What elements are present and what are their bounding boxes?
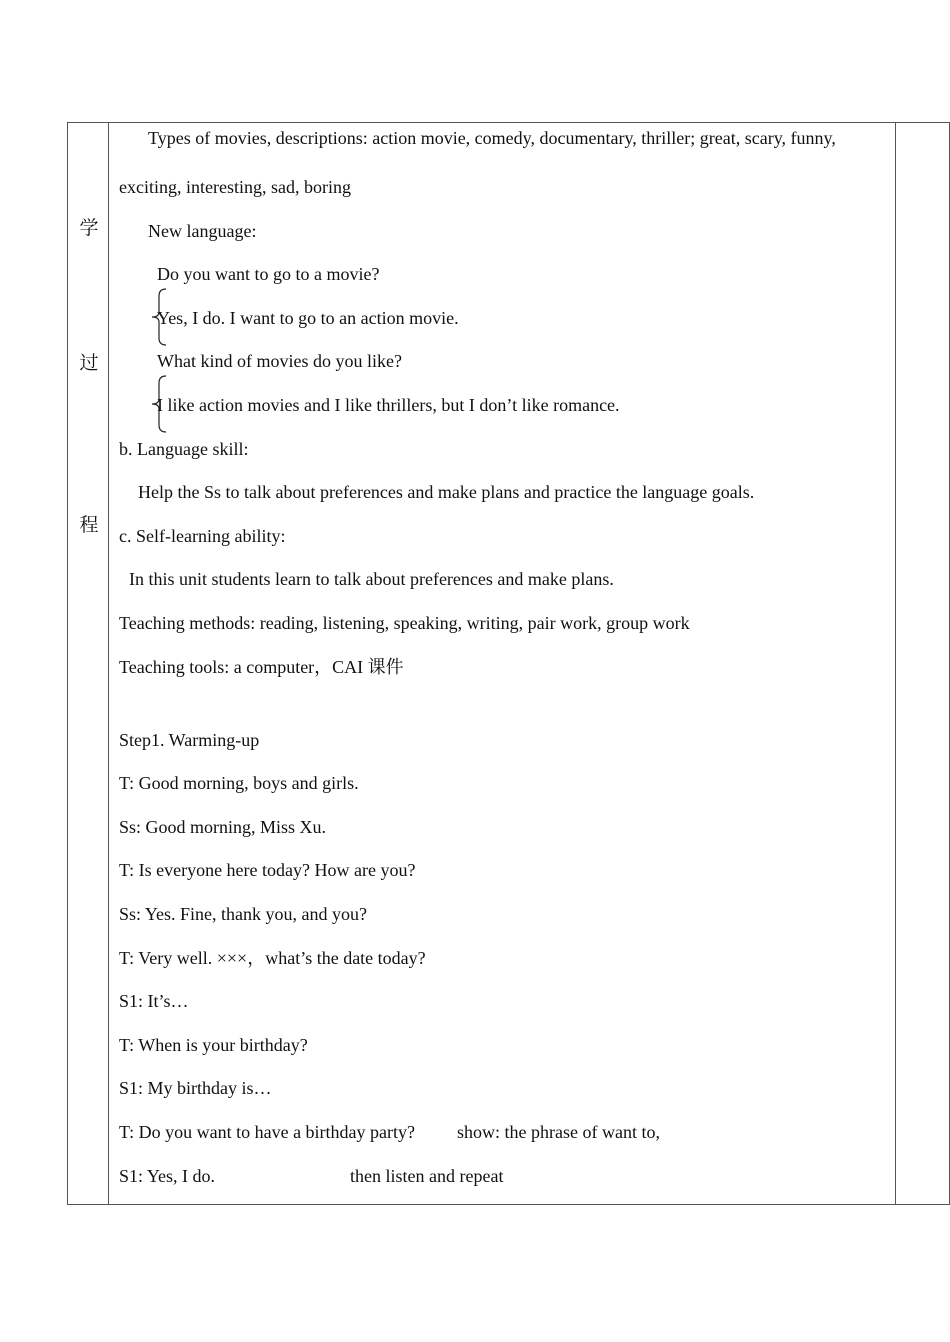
table-border-left: [67, 123, 68, 1204]
new-language-heading: New language:: [148, 221, 257, 241]
dialogue-line: T: Good morning, boys and girls.: [119, 773, 359, 793]
dialogue-line: T: Very well. ×××，what’s the date today?: [119, 948, 426, 968]
dialogue-question-2: What kind of movies do you like?: [157, 351, 402, 371]
dialogue-answer-1: Yes, I do. I want to go to an action movie.: [157, 308, 459, 328]
side-label-xue: 学: [79, 217, 99, 239]
self-learning-text: In this unit students learn to talk about preferences and make plans.: [129, 569, 614, 589]
dialogue-line: S1: Yes, I do.: [119, 1166, 216, 1186]
dialogue-line: S1: It’s…: [119, 991, 189, 1011]
side-label-cheng: 程: [79, 514, 99, 536]
vocab-types-line: Types of movies, descriptions: action movie, comedy, documentary, thriller; great, scary, funny,: [148, 128, 836, 148]
teaching-tools: Teaching tools: a computer，CAI 课件: [119, 657, 404, 677]
dialogue-line: T: When is your birthday?: [119, 1035, 308, 1055]
teaching-methods: Teaching methods: reading, listening, speaking, writing, pair work, group work: [119, 613, 690, 633]
step1-heading: Step1. Warming-up: [119, 730, 260, 750]
dialogue-line: T: Do you want to have a birthday party?: [119, 1122, 416, 1142]
dialogue-answer-2: I like action movies and I like thrillers, but I don’t like romance.: [157, 395, 620, 415]
dialogue-line: S1: My birthday is…: [119, 1078, 272, 1098]
side-label-guo: 过: [79, 352, 99, 374]
teacher-note: show: the phrase of want to,: [457, 1122, 660, 1142]
language-skill-text: Help the Ss to talk about preferences and make plans and practice the language goals.: [138, 482, 755, 502]
self-learning-heading: c. Self-learning ability:: [119, 526, 286, 546]
dialogue-question-1: Do you want to go to a movie?: [157, 264, 380, 284]
column-divider-1: [108, 123, 109, 1204]
dialogue-line: T: Is everyone here today? How are you?: [119, 860, 416, 880]
vocab-descriptions-line: exciting, interesting, sad, boring: [119, 177, 351, 197]
dialogue-line: Ss: Yes. Fine, thank you, and you?: [119, 904, 368, 924]
language-skill-heading: b. Language skill:: [119, 439, 249, 459]
column-divider-2: [895, 123, 896, 1204]
dialogue-line: Ss: Good morning, Miss Xu.: [119, 817, 327, 837]
teacher-note: then listen and repeat: [350, 1166, 504, 1186]
